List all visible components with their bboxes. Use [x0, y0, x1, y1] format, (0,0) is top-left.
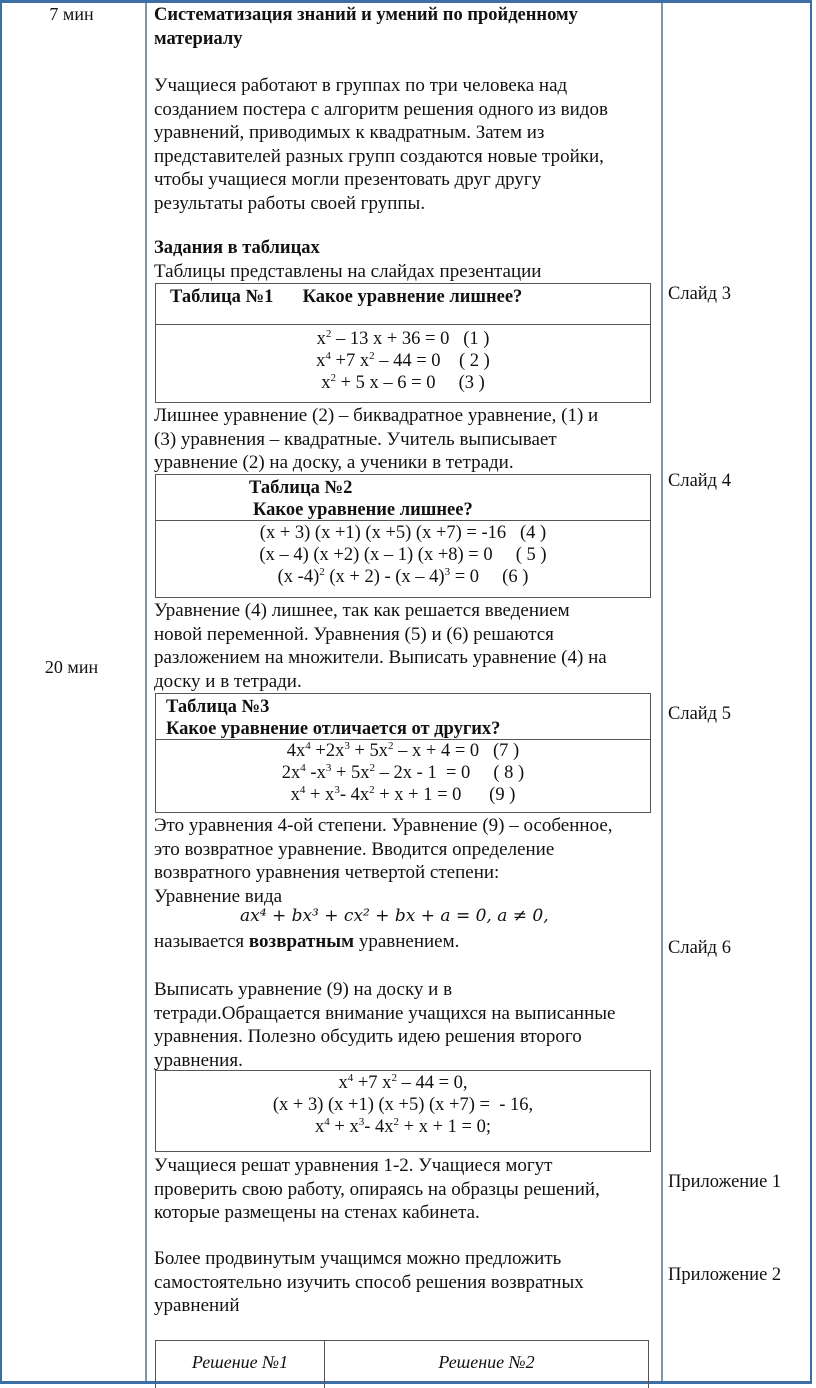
text-line: Это уравнения 4-ой степени. Уравнение (9) – особенное, — [154, 815, 613, 836]
board-equation: (x + 3) (x +1) (x +5) (x +7) = - 16, — [272, 1095, 534, 1115]
board-equation: $x^4 + x^3-$ $4x^2 + x + 1 = 0$; — [315, 1116, 491, 1137]
table-2-explanation — [154, 599, 654, 693]
text-line: Выписать уравнение (9) на доску и в — [154, 979, 453, 1000]
equation-1: $x^2 - 13$ x + 36 = 0 (1 ) — [316, 328, 490, 349]
board-equation: $x^4 +7$ $x^2 - 44 = 0$, — [338, 1072, 468, 1093]
text-line: Лишнее уравнение (2) – биквадратное уравнение, (1) и — [154, 405, 599, 426]
text-line: это возвратное уравнение. Вводится определение — [154, 838, 555, 860]
equation-5: (x – 4) (x +2) (x – 1) (x +8) = 0 ( 5 ) — [259, 545, 547, 565]
table-2-question: Какое уравнение лишнее? — [253, 500, 473, 520]
board-instructions — [154, 978, 654, 1072]
table-2 — [155, 474, 651, 598]
board-equations — [156, 1071, 650, 1138]
section-heading-line2: материалу — [154, 29, 243, 49]
text-line: Учащиеся работают в группах по три человека над — [154, 75, 568, 96]
equation-4: (x + 3) (x +1) (x +5) (x +7) = -16 (4 ) — [259, 523, 547, 543]
text-line: доску и в тетради. — [154, 670, 302, 692]
text-line: которые размещены на стенах кабинета. — [154, 1202, 480, 1223]
definition-term: возвратным — [248, 931, 355, 952]
table-1-equations — [156, 325, 650, 394]
table-1 — [155, 283, 651, 403]
advanced-instructions — [154, 1247, 654, 1318]
slide-3-label: Слайд 3 — [668, 284, 731, 304]
text-line: Уравнение (4) лишнее, так как решается введением — [154, 600, 570, 621]
table-1-title: Таблица №1 — [170, 287, 274, 307]
table-2-title: Таблица №2 — [249, 478, 353, 498]
solution-2-header: Решение №2 — [438, 1352, 535, 1372]
table-1-header — [156, 284, 650, 325]
slide-5-label: Слайд 5 — [668, 704, 731, 724]
text-line: (3) уравнения – квадратные. Учитель выписывает — [154, 428, 557, 450]
stage1-time: 7 мин — [49, 4, 94, 24]
board-equations-box — [155, 1070, 651, 1152]
text-line: Уравнение вида — [154, 885, 283, 907]
text-line: уравнений, приводимых к квадратным. Затем из — [154, 122, 545, 143]
table-3-explanation — [154, 814, 654, 908]
appendix-1-label: Приложение 1 — [668, 1172, 782, 1192]
text-line: проверить свою работу, опираясь на образцы решений, — [154, 1178, 600, 1200]
text-line: чтобы учащиеся могли презентовать друг другу — [154, 169, 542, 190]
equation-6: (x -4)$^2$ (x + 2) - (x – 4)$^3$ = 0 (6 ) — [277, 566, 529, 587]
tasks-heading: Задания в таблицах — [154, 238, 320, 258]
text-line: Учащиеся решат уравнения 1-2. Учащиеся могут — [154, 1155, 553, 1176]
table-3-header — [156, 694, 650, 740]
equation-7: $4x^4 +2x^3 + 5x^2 - x + 4 = 0$ (7 ) — [286, 740, 520, 761]
table-3-title: Таблица №3 — [166, 697, 270, 717]
solutions-table — [155, 1340, 649, 1388]
equation-9: $x^4 + x^3-$ $4x^2 + x + 1 = 0$ (9 ) — [290, 784, 516, 805]
table-2-equations — [156, 521, 650, 588]
slide-6-label: Слайд 6 — [668, 938, 731, 958]
text-line: возвратного уравнения четвертой степени: — [154, 862, 500, 883]
equation-8: $2x^4$ $-x^3 + 5x^2 - 2x - 1 = 0$ ( 8 ) — [281, 762, 525, 783]
section-heading-line1: Систематизация знаний и умений по пройденному — [154, 5, 578, 25]
appendix-2-label: Приложение 2 — [668, 1265, 782, 1285]
text-line: тетради.Обращается внимание учащихся на выписанные — [154, 1002, 616, 1024]
text-line: самостоятельно изучить способ решения возвратных — [154, 1271, 584, 1293]
tasks-subtitle: Таблицы представлены на слайдах презентации — [154, 261, 542, 282]
table-3-question: Какое уравнение отличается от других? — [166, 719, 501, 739]
text-line: разложением на множители. Выписать уравнение (4) на — [154, 647, 607, 668]
text-line: уравнения. Полезно обсудить идею решения второго — [154, 1026, 582, 1047]
text-line: Более продвинутым учащимся можно предложить — [154, 1248, 562, 1269]
reciprocal-equation-formula: ax⁴ + bx³ + cx² + bx + a = 0, a ≠ 0, — [240, 906, 549, 926]
solve-instructions — [154, 1154, 654, 1225]
slide-4-label: Слайд 4 — [668, 471, 731, 491]
text-line: созданием постера с алгоритм решения одного из видов — [154, 98, 608, 120]
solution-1-header: Решение №1 — [156, 1341, 325, 1388]
text-line: новой переменной. Уравнения (5) и (6) решаются — [154, 623, 554, 645]
equation-3: $x^2 + 5$ x – 6 = 0 (3 ) — [321, 372, 485, 393]
text-line: уравнений — [154, 1295, 240, 1316]
table-3-equations — [156, 740, 650, 806]
equation-2: $x^4 +7$ $x^2 - 44 = 0$ ( 2 ) — [316, 350, 490, 371]
table-3 — [155, 693, 651, 813]
intro-paragraph — [154, 74, 654, 215]
stage2-time: 20 мин — [44, 657, 99, 677]
text-line: представителей разных групп создаются новые тройки, — [154, 145, 604, 167]
definition-suffix: уравнением. — [354, 931, 460, 952]
text-line: уравнение (2) на доску, а ученики в тетради. — [154, 452, 514, 473]
text-line: результаты работы своей группы. — [154, 192, 426, 214]
table-1-question: Какое уравнение лишнее? — [302, 287, 523, 307]
table-1-explanation — [154, 404, 654, 475]
time-column — [2, 3, 147, 1381]
text-line: уравнения. — [154, 1049, 243, 1071]
table-2-header — [156, 475, 650, 521]
definition-prefix: называется — [154, 931, 249, 952]
definition-line — [154, 930, 654, 954]
